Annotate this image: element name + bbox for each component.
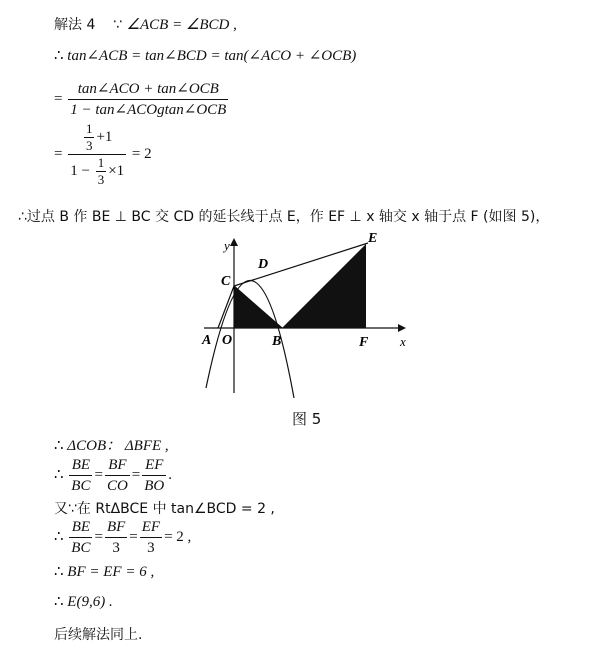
ratio-bf-3: $\frac{BF}{3}$ — [106, 519, 126, 556]
therefore-symbol: ∴ — [54, 438, 64, 454]
therefore-symbol: ∴ — [54, 528, 64, 545]
tan-expansion-line — [54, 46, 356, 65]
ratio-line-2: ∴ $\frac{BE}{BC}$ = $\frac{BF}{3}$ = $\frac{EF}{3}$ = 2 , — [54, 519, 192, 556]
ratio-line-1: ∴ $\frac{BE}{BC}$ = $\frac{BF}{CO}$ = $\frac{EF}{BO}$ . — [54, 457, 172, 494]
ratio-ef-3: $\frac{EF}{3}$ — [141, 519, 161, 556]
result-value: = 2 — [131, 145, 152, 162]
label-c: C — [221, 274, 231, 289]
x-axis-arrow — [398, 324, 406, 332]
label-d: D — [258, 257, 269, 272]
numeric-fraction — [68, 122, 126, 187]
y-axis-arrow — [230, 238, 238, 246]
therefore-symbol: ∴ — [54, 48, 64, 64]
equals-sign: = — [54, 145, 63, 162]
therefore-symbol: ∴ — [54, 594, 64, 610]
ratio-ef-bo: $\frac{EF}{BO}$ — [144, 457, 165, 494]
ratio-be-bc: $\frac{BE}{BC}$ — [71, 519, 91, 556]
tan-sum-denominator: 1 − tan∠ACOgtan∠OCB — [70, 102, 227, 118]
label-x: x — [400, 334, 406, 349]
figure-caption: 图 5 — [292, 410, 322, 428]
equals-sign: = — [54, 90, 63, 107]
also-line: 又∵在 RtΔBCE 中 tan∠BCD = 2 , — [54, 501, 275, 517]
result-line-1 — [54, 562, 154, 581]
numeric-numerator: $\frac{1}{3}$ +1 — [68, 122, 126, 155]
label-f: F — [359, 335, 369, 350]
numeric-denominator: 1 − $\frac{1}{3}$ ×1 — [70, 155, 125, 187]
similar-triangles: ΔCOB： ΔBFE , — [67, 438, 169, 454]
method-line — [54, 14, 237, 34]
tan-expansion: tan∠ACB = tan∠BCD = tan(∠ACO + ∠OCB) — [67, 48, 357, 64]
angle-equality: ∠ACB = ∠BCD , — [126, 17, 237, 33]
similar-triangles-line — [54, 434, 169, 455]
because-symbol: ∵ — [113, 17, 123, 33]
label-y: y — [224, 238, 230, 253]
numeric-evaluation-line — [54, 122, 152, 187]
label-a: A — [202, 333, 212, 348]
tan-sum-fraction — [68, 80, 228, 119]
label-o: O — [222, 333, 233, 348]
label-e: E — [368, 231, 378, 246]
bf-ef-value: BF = EF = 6 , — [67, 564, 155, 580]
therefore-symbol: ∴ — [54, 466, 64, 483]
method-label: 解法 4 — [54, 17, 96, 33]
ratio-be-bc: $\frac{BE}{BC}$ — [71, 457, 91, 494]
point-e-coords: E(9,6) . — [67, 594, 113, 610]
construction-line: ∴过点 B 作 BE ⊥ BC 交 CD 的延长线于点 E，作 EF ⊥ x 轴交 x 轴于点 F (如图 5)， — [18, 209, 550, 225]
figure-5 — [196, 228, 416, 398]
final-line: 后续解法同上. — [54, 627, 143, 643]
one-third-fraction: $\frac{1}{3}$ — [85, 121, 93, 153]
result-line-2 — [54, 592, 113, 611]
line-ac — [218, 286, 234, 328]
ratio-bf-co: $\frac{BF}{CO}$ — [106, 457, 128, 494]
one-third-fraction: $\frac{1}{3}$ — [97, 155, 105, 187]
label-b: B — [272, 334, 282, 349]
tan-sum-numerator: tan∠ACO + tan∠OCB — [68, 80, 228, 100]
therefore-symbol: ∴ — [54, 564, 64, 580]
tan-sum-formula-line — [54, 80, 230, 119]
